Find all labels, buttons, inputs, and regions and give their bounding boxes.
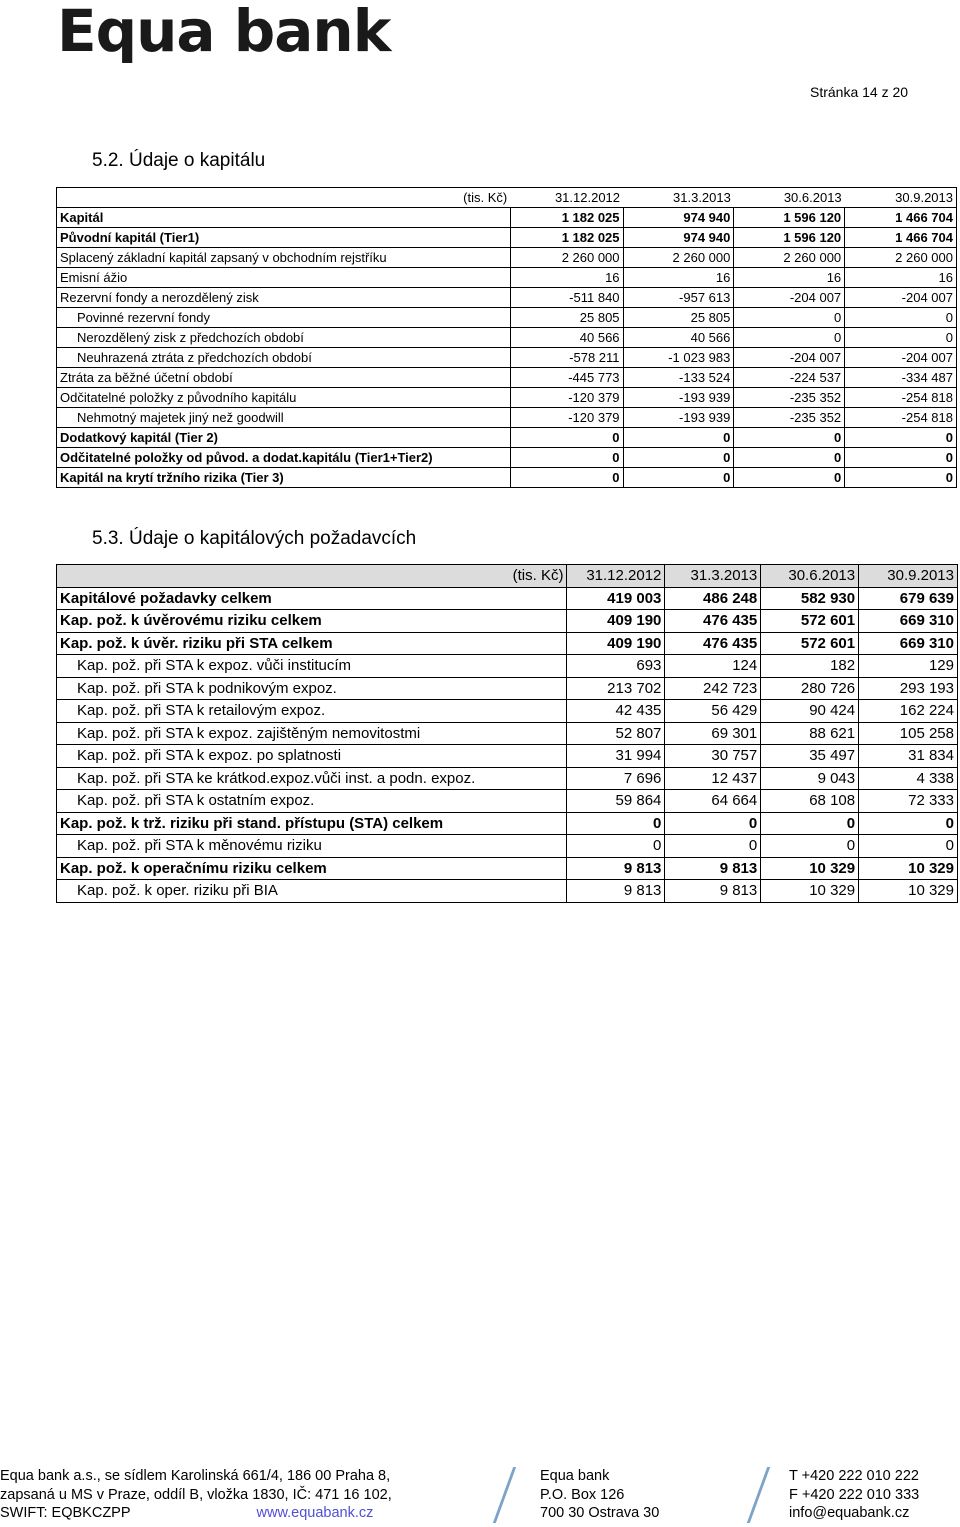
footer-website-link[interactable]: www.equabank.cz bbox=[256, 1505, 374, 1521]
row-value: 35 497 bbox=[761, 745, 859, 768]
row-value: 0 bbox=[845, 428, 957, 448]
footer-line bbox=[0, 1504, 392, 1523]
row-value: 0 bbox=[734, 308, 845, 328]
row-value: 31 994 bbox=[567, 745, 665, 768]
row-value: 293 193 bbox=[859, 677, 958, 700]
row-label: Odčitatelné položky od původ. a dodat.kapitálu (Tier1+Tier2) bbox=[57, 448, 511, 468]
row-value: -193 939 bbox=[623, 388, 734, 408]
row-value: 0 bbox=[665, 835, 761, 858]
table-row bbox=[57, 677, 958, 700]
row-label: Kap. pož. při STA k expoz. zajištěným nemovitostmi bbox=[57, 722, 567, 745]
row-value: 10 329 bbox=[859, 857, 958, 880]
row-value: -204 007 bbox=[845, 348, 957, 368]
table-row bbox=[57, 288, 957, 308]
row-value: -120 379 bbox=[510, 408, 623, 428]
row-value: 64 664 bbox=[665, 790, 761, 813]
row-value: -445 773 bbox=[510, 368, 623, 388]
row-value: 42 435 bbox=[567, 700, 665, 723]
row-label: Splacený základní kapitál zapsaný v obchodním rejstříku bbox=[57, 248, 511, 268]
table-row bbox=[57, 767, 958, 790]
row-value: 1 596 120 bbox=[734, 228, 845, 248]
row-value: -578 211 bbox=[510, 348, 623, 368]
table-row bbox=[57, 655, 958, 678]
row-label: Kap. pož. při STA k ostatním expoz. bbox=[57, 790, 567, 813]
row-value: 16 bbox=[510, 268, 623, 288]
column-header: 31.12.2012 bbox=[510, 188, 623, 208]
row-value: 31 834 bbox=[859, 745, 958, 768]
page-number: Stránka 14 z 20 bbox=[810, 84, 909, 100]
row-value: 974 940 bbox=[623, 208, 734, 228]
row-value: 213 702 bbox=[567, 677, 665, 700]
row-value: 0 bbox=[761, 835, 859, 858]
row-value: 582 930 bbox=[761, 587, 859, 610]
row-label: Kap. pož. při STA k retailovým expoz. bbox=[57, 700, 567, 723]
row-value: 1 596 120 bbox=[734, 208, 845, 228]
row-label: Kap. pož. při STA k expoz. vůči institucím bbox=[57, 655, 567, 678]
footer-company-info bbox=[0, 1467, 392, 1523]
table-row bbox=[57, 208, 957, 228]
capital-requirements-table bbox=[56, 564, 958, 903]
row-value: 486 248 bbox=[665, 587, 761, 610]
footer-divider bbox=[493, 1467, 516, 1523]
row-value: -957 613 bbox=[623, 288, 734, 308]
capital-table bbox=[56, 187, 957, 488]
row-value: 2 260 000 bbox=[623, 248, 734, 268]
capital-header-row bbox=[57, 188, 957, 208]
footer-divider bbox=[747, 1467, 770, 1523]
footer-email[interactable]: info@equabank.cz bbox=[789, 1505, 910, 1521]
row-value: 9 813 bbox=[567, 880, 665, 903]
column-header: 30.9.2013 bbox=[859, 565, 958, 588]
row-value: 12 437 bbox=[665, 767, 761, 790]
row-label: Emisní ážio bbox=[57, 268, 511, 288]
row-value: 679 639 bbox=[859, 587, 958, 610]
row-label: Kapitál na krytí tržního rizika (Tier 3) bbox=[57, 468, 511, 488]
row-value: 0 bbox=[761, 812, 859, 835]
column-header: 30.6.2013 bbox=[734, 188, 845, 208]
row-value: 242 723 bbox=[665, 677, 761, 700]
row-value: 2 260 000 bbox=[734, 248, 845, 268]
row-value: 974 940 bbox=[623, 228, 734, 248]
footer-line: 700 30 Ostrava 30 bbox=[540, 1505, 660, 1521]
row-label: Kap. pož. k úvěrovému riziku celkem bbox=[57, 610, 567, 633]
column-header: 30.9.2013 bbox=[845, 188, 957, 208]
table-row bbox=[57, 880, 958, 903]
table-row bbox=[57, 248, 957, 268]
row-value: 40 566 bbox=[510, 328, 623, 348]
table-row bbox=[57, 700, 958, 723]
footer-line: P.O. Box 126 bbox=[540, 1486, 625, 1503]
row-value: 9 813 bbox=[567, 857, 665, 880]
row-label: Kap. pož. při STA k expoz. po splatnosti bbox=[57, 745, 567, 768]
row-value: 0 bbox=[623, 468, 734, 488]
row-value: 0 bbox=[567, 812, 665, 835]
row-value: -204 007 bbox=[734, 348, 845, 368]
table-row bbox=[57, 790, 958, 813]
row-value: -120 379 bbox=[510, 388, 623, 408]
table-row bbox=[57, 408, 957, 428]
column-header: 31.3.2013 bbox=[623, 188, 734, 208]
row-value: 0 bbox=[623, 448, 734, 468]
row-label: Nehmotný majetek jiný než goodwill bbox=[57, 408, 511, 428]
table-row bbox=[57, 745, 958, 768]
row-value: 30 757 bbox=[665, 745, 761, 768]
row-value: 10 329 bbox=[761, 857, 859, 880]
row-value: 68 108 bbox=[761, 790, 859, 813]
table-row bbox=[57, 228, 957, 248]
row-value: 25 805 bbox=[623, 308, 734, 328]
table-row bbox=[57, 812, 958, 835]
row-value: 280 726 bbox=[761, 677, 859, 700]
footer-line: Equa bank a.s., se sídlem Karolinská 661/4, 186 00 Praha 8, bbox=[0, 1468, 391, 1484]
row-value: 16 bbox=[734, 268, 845, 288]
row-value: 0 bbox=[510, 448, 623, 468]
row-value: 9 813 bbox=[665, 857, 761, 880]
row-value: 0 bbox=[734, 428, 845, 448]
row-label: Původní kapitál (Tier1) bbox=[57, 228, 511, 248]
table-row bbox=[57, 268, 957, 288]
row-value: 572 601 bbox=[761, 610, 859, 633]
table-row bbox=[57, 468, 957, 488]
row-label: Nerozdělený zisk z předchozích období bbox=[57, 328, 511, 348]
footer-postal-address bbox=[540, 1467, 659, 1523]
row-value: 1 182 025 bbox=[510, 208, 623, 228]
table-row bbox=[57, 632, 958, 655]
row-value: -235 352 bbox=[734, 388, 845, 408]
row-value: -1 023 983 bbox=[623, 348, 734, 368]
row-value: 10 329 bbox=[761, 880, 859, 903]
footer-fax: F +420 222 010 333 bbox=[789, 1486, 920, 1503]
footer-line: zapsaná u MS v Praze, oddíl B, vložka 1830, IČ: 471 16 102, bbox=[0, 1486, 392, 1503]
footer-phone: T +420 222 010 222 bbox=[789, 1468, 919, 1484]
table-row bbox=[57, 835, 958, 858]
row-value: 1 466 704 bbox=[845, 228, 957, 248]
footer-contact bbox=[789, 1467, 919, 1523]
table-row bbox=[57, 448, 957, 468]
row-value: 0 bbox=[845, 468, 957, 488]
row-value: 693 bbox=[567, 655, 665, 678]
row-value: -224 537 bbox=[734, 368, 845, 388]
row-value: 0 bbox=[734, 468, 845, 488]
row-value: 16 bbox=[845, 268, 957, 288]
row-label: Kapitálové požadavky celkem bbox=[57, 587, 567, 610]
table-row bbox=[57, 610, 958, 633]
row-label: Kap. pož. při STA k měnovému riziku bbox=[57, 835, 567, 858]
row-value: 0 bbox=[859, 812, 958, 835]
table-row bbox=[57, 368, 957, 388]
column-header: 31.12.2012 bbox=[567, 565, 665, 588]
row-value: 669 310 bbox=[859, 632, 958, 655]
row-value: 476 435 bbox=[665, 610, 761, 633]
table-row bbox=[57, 388, 957, 408]
table-row bbox=[57, 328, 957, 348]
row-value: 129 bbox=[859, 655, 958, 678]
footer-line: Equa bank bbox=[540, 1468, 610, 1484]
row-label: Ztráta za běžné účetní období bbox=[57, 368, 511, 388]
row-value: 0 bbox=[845, 308, 957, 328]
row-value: 0 bbox=[623, 428, 734, 448]
row-value: 25 805 bbox=[510, 308, 623, 328]
row-value: 105 258 bbox=[859, 722, 958, 745]
row-value: 88 621 bbox=[761, 722, 859, 745]
row-value: -204 007 bbox=[734, 288, 845, 308]
row-value: 7 696 bbox=[567, 767, 665, 790]
row-value: 572 601 bbox=[761, 632, 859, 655]
section-title-requirements: 5.3. Údaje o kapitálových požadavcích bbox=[92, 528, 417, 549]
row-value: 10 329 bbox=[859, 880, 958, 903]
row-value: 0 bbox=[510, 468, 623, 488]
row-value: 0 bbox=[845, 328, 957, 348]
row-value: 2 260 000 bbox=[510, 248, 623, 268]
row-label: Kap. pož. při STA k podnikovým expoz. bbox=[57, 677, 567, 700]
row-value: -254 818 bbox=[845, 388, 957, 408]
table-row bbox=[57, 348, 957, 368]
row-label: Rezervní fondy a nerozdělený zisk bbox=[57, 288, 511, 308]
unit-label: (tis. Kč) bbox=[57, 565, 567, 588]
column-header: 30.6.2013 bbox=[761, 565, 859, 588]
row-value: 0 bbox=[510, 428, 623, 448]
row-value: 182 bbox=[761, 655, 859, 678]
row-value: 409 190 bbox=[567, 632, 665, 655]
row-value: 16 bbox=[623, 268, 734, 288]
column-header: 31.3.2013 bbox=[665, 565, 761, 588]
row-label: Dodatkový kapitál (Tier 2) bbox=[57, 428, 511, 448]
row-label: Kapitál bbox=[57, 208, 511, 228]
row-value: -193 939 bbox=[623, 408, 734, 428]
row-value: -204 007 bbox=[845, 288, 957, 308]
row-value: 9 813 bbox=[665, 880, 761, 903]
row-value: 1 466 704 bbox=[845, 208, 957, 228]
table-row bbox=[57, 722, 958, 745]
row-label: Povinné rezervní fondy bbox=[57, 308, 511, 328]
section-title-capital: 5.2. Údaje o kapitálu bbox=[92, 150, 266, 171]
row-value: 4 338 bbox=[859, 767, 958, 790]
row-value: 69 301 bbox=[665, 722, 761, 745]
requirements-header-row bbox=[57, 565, 958, 588]
row-value: -334 487 bbox=[845, 368, 957, 388]
row-value: 9 043 bbox=[761, 767, 859, 790]
row-value: 56 429 bbox=[665, 700, 761, 723]
footer-swift: SWIFT: EQBKCZPP bbox=[0, 1505, 131, 1521]
row-value: 476 435 bbox=[665, 632, 761, 655]
row-value: -133 524 bbox=[623, 368, 734, 388]
row-value: 669 310 bbox=[859, 610, 958, 633]
row-value: 409 190 bbox=[567, 610, 665, 633]
row-value: 2 260 000 bbox=[845, 248, 957, 268]
table-row bbox=[57, 428, 957, 448]
row-value: 0 bbox=[665, 812, 761, 835]
row-value: 0 bbox=[845, 448, 957, 468]
row-value: 162 224 bbox=[859, 700, 958, 723]
table-row bbox=[57, 857, 958, 880]
row-value: 40 566 bbox=[623, 328, 734, 348]
row-value: 59 864 bbox=[567, 790, 665, 813]
row-value: 0 bbox=[734, 448, 845, 468]
row-label: Odčitatelné položky z původního kapitálu bbox=[57, 388, 511, 408]
row-label: Kap. pož. při STA ke krátkod.expoz.vůči inst. a podn. expoz. bbox=[57, 767, 567, 790]
row-value: 1 182 025 bbox=[510, 228, 623, 248]
table-row bbox=[57, 308, 957, 328]
row-label: Kap. pož. k úvěr. riziku při STA celkem bbox=[57, 632, 567, 655]
row-label: Kap. pož. k oper. riziku při BIA bbox=[57, 880, 567, 903]
row-value: 0 bbox=[567, 835, 665, 858]
table-row bbox=[57, 587, 958, 610]
row-value: 419 003 bbox=[567, 587, 665, 610]
row-value: -235 352 bbox=[734, 408, 845, 428]
row-value: 72 333 bbox=[859, 790, 958, 813]
row-value: 124 bbox=[665, 655, 761, 678]
row-value: 52 807 bbox=[567, 722, 665, 745]
row-value: 0 bbox=[734, 328, 845, 348]
row-label: Kap. pož. k operačnímu riziku celkem bbox=[57, 857, 567, 880]
row-value: -511 840 bbox=[510, 288, 623, 308]
equa-bank-logo: Equa bank bbox=[57, 0, 391, 65]
row-value: 0 bbox=[859, 835, 958, 858]
row-label: Kap. pož. k trž. riziku při stand. přístupu (STA) celkem bbox=[57, 812, 567, 835]
row-value: 90 424 bbox=[761, 700, 859, 723]
row-label: Neuhrazená ztráta z předchozích období bbox=[57, 348, 511, 368]
row-value: -254 818 bbox=[845, 408, 957, 428]
unit-label: (tis. Kč) bbox=[57, 188, 511, 208]
